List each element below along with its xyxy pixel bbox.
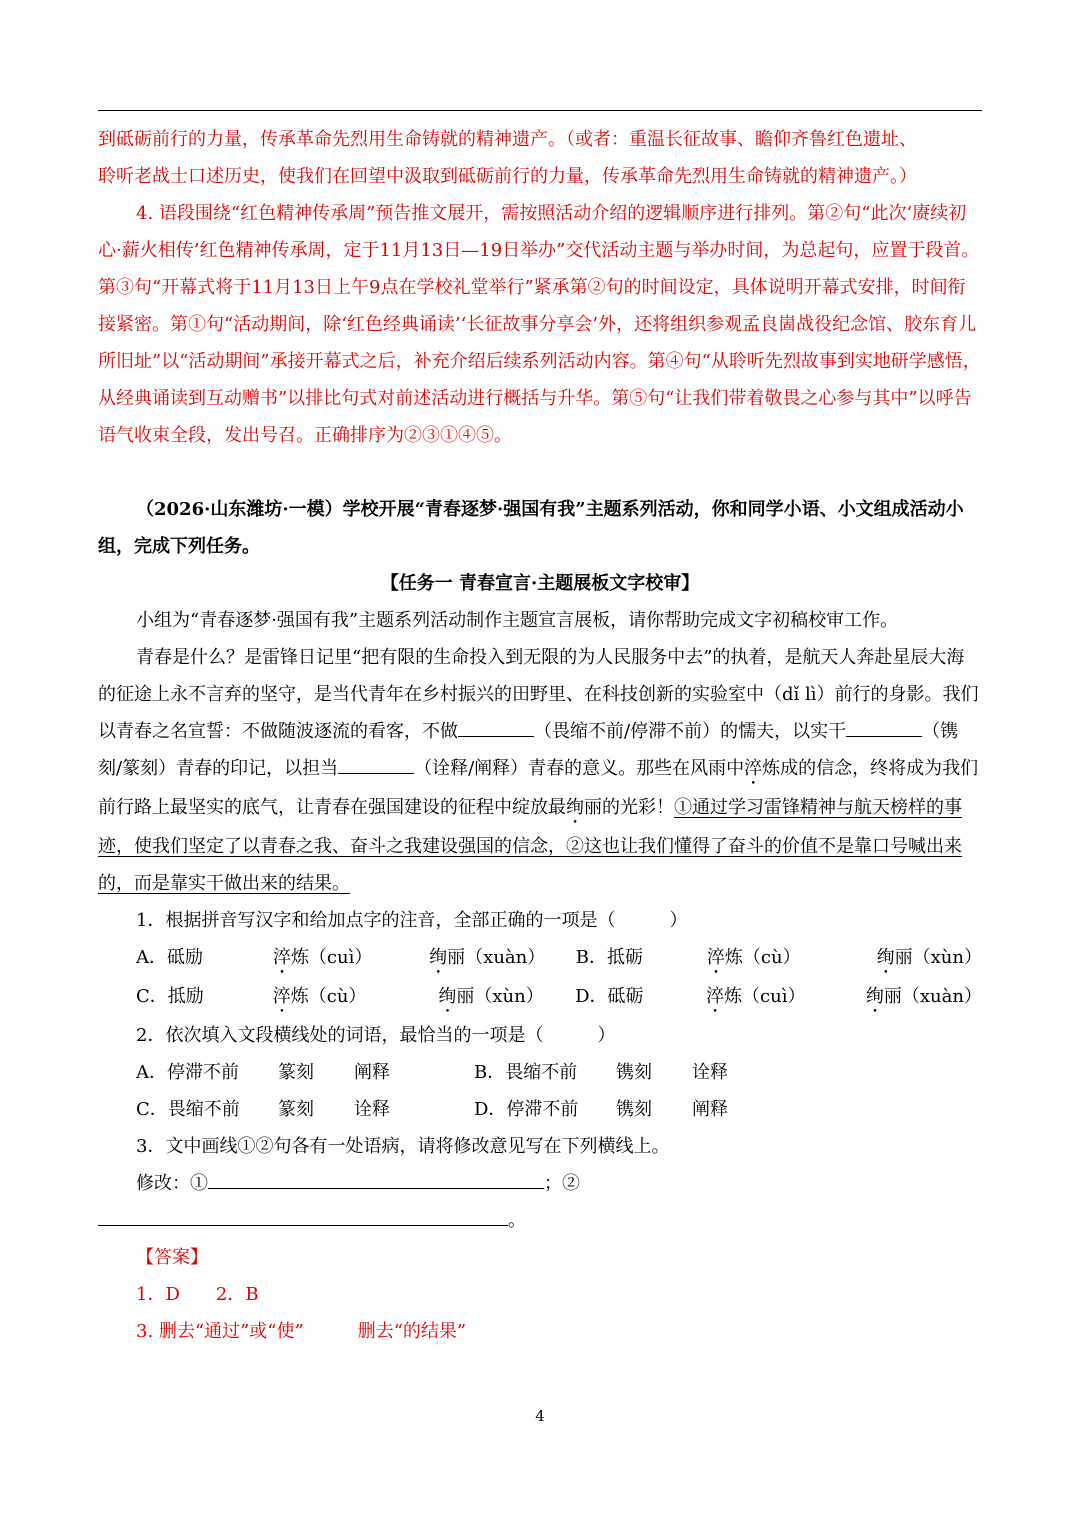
option-text: 阐释: [354, 1062, 390, 1083]
page-content: [98, 121, 982, 1350]
option-text: B．抵砺: [575, 947, 643, 968]
option-text: 绚丽（xùn）: [438, 986, 544, 1007]
question-1-stem: 1．根据拼音写汉字和给加点字的注音，全部正确的一项是（ ）: [136, 910, 688, 931]
option-text: 淬炼（cù）: [706, 947, 801, 968]
option-text: A．停滞不前: [136, 1062, 239, 1083]
option-text: 篆刻: [278, 1099, 314, 1120]
answer-blank-1: [208, 1166, 544, 1189]
dotted-char: 淬: [744, 758, 763, 779]
underlined-sentences: ①通过学习雷锋精神与航天榜样的事迹，使我们坚定了以青春之我、奋斗之我建设强国的信念，②这也让我们懂得了奋斗的价值不是靠口号喊出来的，而是靠实干做出来的结果。: [98, 797, 962, 894]
revision-line: [98, 1165, 982, 1202]
option-text: 篆刻: [278, 1062, 314, 1083]
revision-end: 。: [508, 1210, 526, 1231]
option-text: 淬炼（cuì）: [706, 986, 806, 1007]
passage-text: 青春是什么？是雷锋日记里“把有限的生命投入到无限的为人民服务中去”的执着，是航天人奔赴星辰大海的征途上永不言弃的坚守，是当代青年在乡村振兴的田野里、在科技创新的实验室中（dǐ lì）前行的身影。我们以青春之名宣誓：不做随波逐流的看客，不做: [98, 647, 979, 742]
passage-text: （诠释/阐释）青春的意义。那些在风雨中: [414, 758, 745, 779]
answer-title: 【答案】: [136, 1247, 208, 1268]
option-text: D．停滞不前: [474, 1099, 579, 1120]
passage-text: （畏缩不前/停滞不前）的懦夫，以实干: [534, 721, 847, 742]
option-text: 诠释: [354, 1099, 390, 1120]
option-text: 诠释: [692, 1062, 728, 1083]
dotted-char: 绚: [566, 797, 584, 818]
revision-separator: ；②: [544, 1173, 580, 1194]
option-text: 淬炼（cù）: [272, 986, 367, 1007]
option-text: A．砥励: [136, 947, 203, 968]
prev-answer-line: 到砥砺前行的力量，传承革命先烈用生命铸就的精神遗产。（或者：重温长征故事、瞻仰齐鲁红色遗址、: [98, 129, 917, 150]
fill-blank: [338, 751, 414, 774]
option-text: B．畏缩不前: [474, 1062, 578, 1083]
header-rule: [98, 110, 982, 111]
question-intro: （2026·山东潍坊·一模）学校开展“青春逐梦·强国有我”主题系列活动，你和同学小语、小文组成活动小组，完成下列任务。: [98, 499, 964, 557]
option-text: 淬炼（cuì）: [272, 947, 373, 968]
question-2-options-row: [98, 1091, 982, 1128]
option-text: C．抵励: [136, 986, 204, 1007]
answer-line: 3. 删去“通过”或“使” 删去“的结果”: [136, 1321, 467, 1342]
question-2-stem: 2．依次填入文段横线处的词语，最恰当的一项是（ ）: [136, 1025, 616, 1046]
question-1-options-row: [98, 939, 982, 978]
task-description: 小组为“青春逐梦·强国有我”主题系列活动制作主题宣言展板，请你帮助完成文字初稿校审工作。: [136, 610, 899, 631]
task-title: 【任务一 青春宣言·主题展板文字校审】: [380, 573, 700, 594]
passage-text: （镌刻/篆刻）青春的印记，以担当: [98, 721, 959, 779]
prev-answer-line: 聆听老战士口述历史，使我们在回望中汲取到砥砺前行的力量，传承革命先烈用生命铸就的精神遗产。）: [98, 166, 917, 187]
page-number: 4: [535, 1407, 545, 1425]
passage-text: 丽的光彩！: [584, 797, 674, 818]
fill-blank: [846, 714, 922, 737]
answer-line: 1．D 2．B: [136, 1284, 259, 1305]
revision-label: 修改：①: [136, 1173, 208, 1194]
revision-line-2: [98, 1202, 982, 1239]
option-text: 阐释: [692, 1099, 728, 1120]
question-1-options-row: [98, 978, 982, 1017]
option-text: 绚丽（xuàn）: [865, 986, 982, 1007]
option-text: 镌刻: [616, 1099, 652, 1120]
option-text: C．畏缩不前: [136, 1099, 240, 1120]
answer-blank-2: [98, 1203, 508, 1226]
question-2-options-row: [98, 1054, 982, 1091]
option-text: 镌刻: [616, 1062, 652, 1083]
fill-blank: [458, 714, 534, 737]
option-text: 绚丽（xùn）: [876, 947, 982, 968]
option-text: 绚丽（xuàn）: [429, 947, 546, 968]
question-3-stem: 3．文中画线①②句各有一处语病，请将修改意见写在下列横线上。: [136, 1136, 670, 1157]
prev-answer-item-4: 4. 语段围绕“红色精神传承周”预告推文展开，需按照活动介绍的逻辑顺序进行排列。第②句“此次‘赓续初心·薪火相传’红色精神传承周，定于11月13日—19日举办”交代活动主题与举办时间，为总起句，应置于段首。第③句“开幕式将于11月13日上午9点在学校礼堂举行”紧承第②句的时间设定，具体说明开幕式安排，时间衔接紧密。第①句“活动期间，除‘红色经典诵读’‘长征故事分享会’外，还将组织参观孟良崮战役纪念馆、胶东育儿所旧址”以“活动期间”承接开幕式之后，补充介绍后续系列活动内容。第④句“从聆听先烈故事到实地研学感悟，从经典诵读到互动赠书”以排比句式对前述活动进行概括与升华。第⑤句“让我们带着敬畏之心参与其中”以呼告语气收束全段，发出号召。正确排序为②③①④⑤。: [98, 203, 981, 446]
option-text: D．砥砺: [575, 986, 644, 1007]
passage: [98, 639, 982, 902]
passage-text: 炼成的信念，终将成为我们前行路上最坚实的底气，让青春在强国建设的征程中绽放最: [98, 758, 979, 818]
